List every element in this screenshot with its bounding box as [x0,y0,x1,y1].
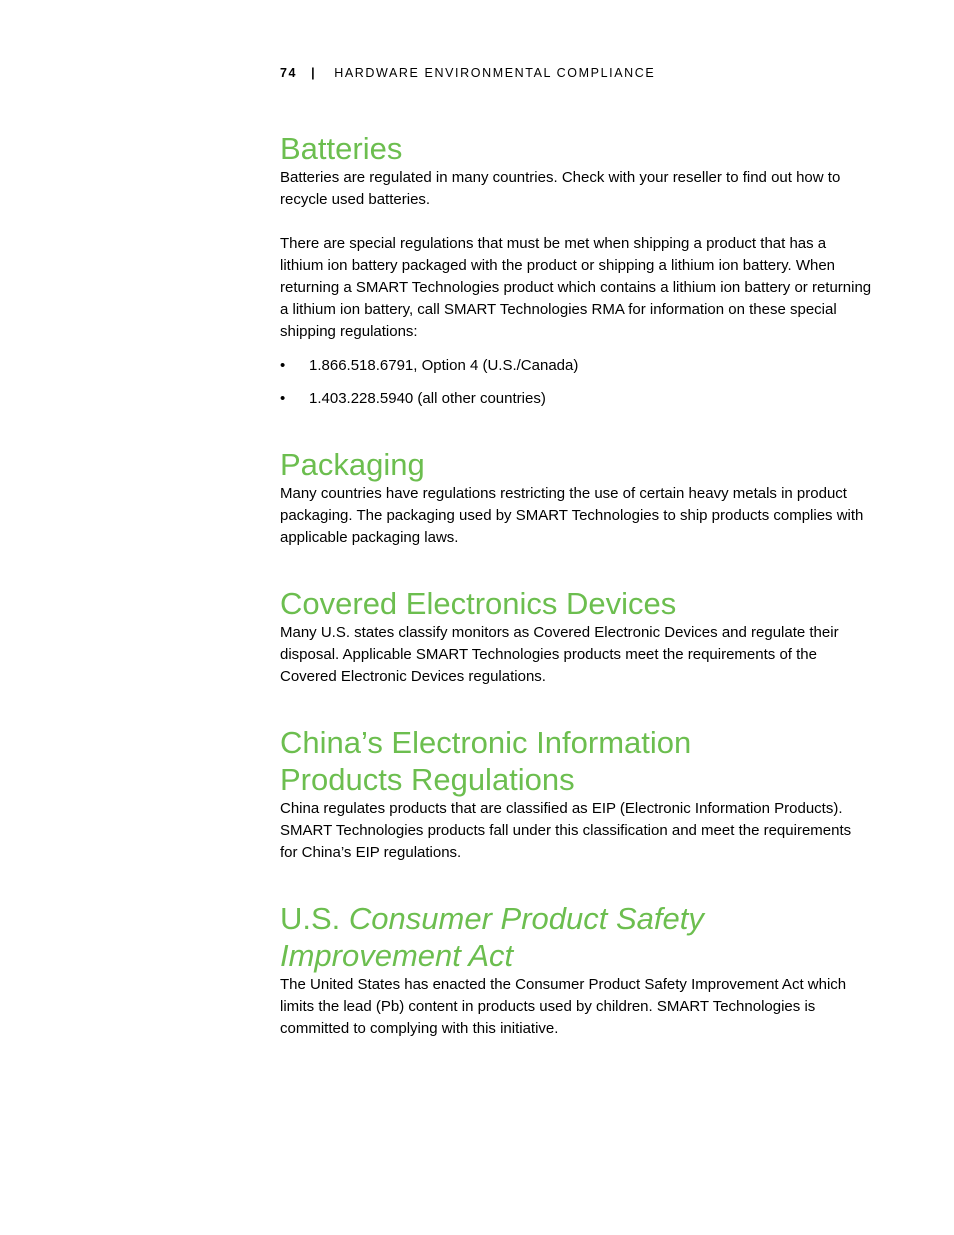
section-china-eip [280,724,872,864]
running-header [280,66,655,80]
list-item-text: 1.403.228.5940 (all other countries) [309,390,546,407]
heading-packaging: Packaging [280,447,425,482]
heading-china-eip-line-2: Products Regulations [280,762,575,797]
header-separator: | [311,66,317,80]
section-packaging [280,446,872,549]
heading-cpsia-italic-line-2: Improvement Act [280,938,514,973]
heading-covered-electronics: Covered Electronics Devices [280,586,677,621]
cpsia-paragraph: The United States has enacted the Consumer Product Safety Improvement Act which limits the lead (Pb) content in products used by children. SMART Technologies is committed to complying with this initiative. [280,976,847,1037]
covered-electronics-paragraph: Many U.S. states classify monitors as Covered Electronic Devices and regulate their disposal. Applicable SMART Technologies products meet the requirements of the Covered Electronic Devices regulations. [280,624,839,685]
heading-china-eip [280,724,872,798]
heading-cpsia [280,900,872,974]
heading-cpsia-italic-line-1: Consumer Product Safety [348,901,704,936]
section-covered-electronics [280,585,872,688]
packaging-paragraph: Many countries have regulations restricting the use of certain heavy metals in product packaging. The packaging used by SMART Technologies to ship products complies with applicable packaging laws. [280,485,864,546]
list-item [280,355,872,377]
bullet-icon: • [280,357,286,374]
list-item-text: 1.866.518.6791, Option 4 (U.S./Canada) [309,357,579,374]
heading-cpsia-prefix: U.S. [280,901,349,936]
section-batteries [280,130,872,410]
heading-batteries: Batteries [280,131,403,166]
bullet-icon: • [280,390,286,407]
page-number: 74 [280,66,298,80]
section-cpsia [280,900,872,1040]
chapter-title: HARDWARE ENVIRONMENTAL COMPLIANCE [334,66,656,80]
china-eip-paragraph: China regulates products that are classified as EIP (Electronic Information Products). SMART Technologies products fall under this classification and meet the requirements for China’s EIP regulations. [280,800,852,861]
page-content [280,130,872,1076]
phone-number-list [280,355,872,410]
batteries-paragraph-1: Batteries are regulated in many countries. Check with your reseller to find out how to recycle used batteries. [280,169,841,208]
list-item [280,388,872,410]
heading-china-eip-line-1: China’s Electronic Information [280,725,692,760]
batteries-paragraph-2: There are special regulations that must be met when shipping a product that has a lithium ion battery packaged with the product or shipping a lithium ion battery. When returning a SMART Technologies product which contains a lithium ion battery or returning a lithium ion battery, call SMART Technologies RMA for information on these special shipping regulations: [280,235,872,340]
